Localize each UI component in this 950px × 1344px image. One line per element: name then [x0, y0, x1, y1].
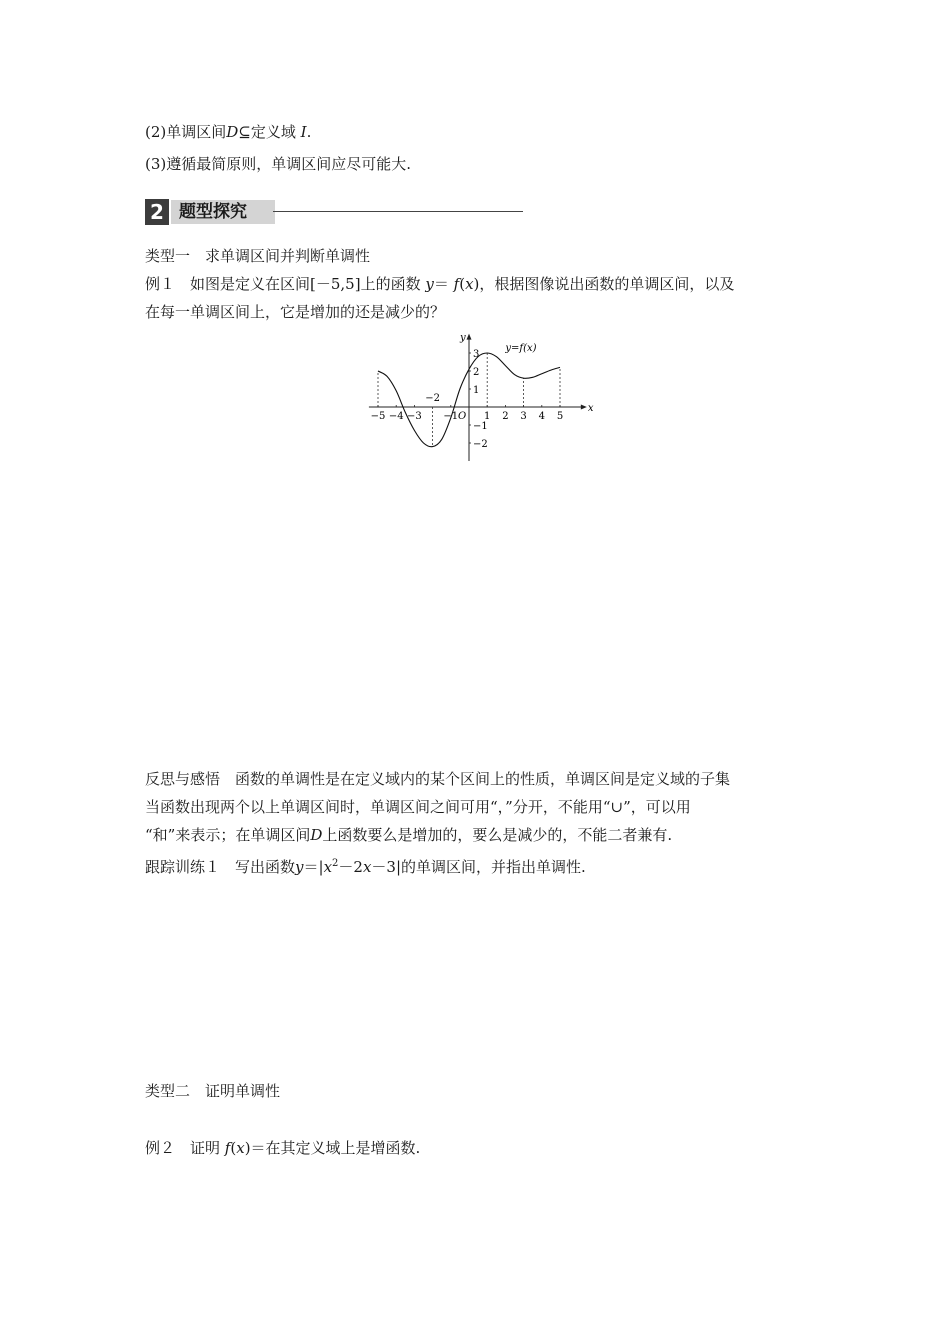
interval: [－5,5] [310, 275, 361, 293]
curve-label: y=f(x) [505, 343, 537, 355]
practice1: 跟踪训练１ 写出函数$y=|x^2-2x-3|$的单调区间，并指出单调性. [145, 858, 586, 876]
section-header [145, 199, 525, 225]
example1-line1: 例１ 如图是定义在区间[－5,5]上的函数 y＝ f(x)，根据图像说出函数的单调区间，以及 [145, 275, 735, 293]
function-graph [360, 332, 594, 461]
rule-2: (2)单调区间D⊆定义域 I. [145, 123, 312, 141]
x-tick-label: 5 [556, 411, 564, 422]
rule-3: (3)遵循最简原则，单调区间应尽可能大. [145, 155, 412, 173]
y-tick-label: −2 [473, 439, 488, 450]
graph-svg [360, 332, 594, 457]
x-tick-label: −5 [370, 411, 386, 422]
y-tick-label: −1 [473, 421, 488, 432]
x-tick-label: 1 [484, 411, 491, 422]
x-tick-label: −1 [443, 411, 459, 422]
reflection-line3: “和”来表示；在单调区间D上函数要么是增加的，要么是减少的，不能二者兼有. [145, 826, 673, 844]
var-d: D [226, 123, 239, 141]
y-tick-label: 1 [473, 385, 480, 396]
y-axis-arrow [467, 334, 472, 340]
x-axis-label: x [587, 403, 594, 414]
type2-heading: 类型二 证明单调性 [145, 1082, 281, 1100]
type1-heading: 类型一 求单调区间并判断单调性 [145, 247, 371, 265]
x-tick-label: −4 [388, 411, 404, 422]
origin-label: O [458, 411, 467, 422]
x-tick-label: 3 [520, 411, 527, 422]
x-tick-label: 2 [502, 411, 509, 422]
annotation-minus-2: −2 [425, 393, 440, 404]
var-i: I [300, 123, 307, 141]
y-tick-label: 2 [473, 367, 480, 378]
section-divider [273, 211, 523, 212]
x-axis-arrow [581, 405, 587, 410]
x-tick-label: 4 [538, 411, 545, 422]
y-axis-label: y [460, 332, 466, 344]
example2: 例２ 证明 f(x)＝在其定义域上是增函数. [145, 1139, 421, 1157]
section-title: 题型探究 [171, 200, 275, 224]
section-number: 2 [145, 199, 169, 225]
x-tick-label: −3 [407, 411, 422, 422]
example1-line2: 在每一单调区间上，它是增加的还是减少的？ [145, 303, 446, 321]
y-tick-label: 3 [473, 349, 480, 360]
reflection-line2: 当函数出现两个以上单调区间时，单调区间之间可用“，”分开，不能用“∪”，可以用 [145, 798, 691, 816]
reflection-line1: 反思与感悟 函数的单调性是在定义域内的某个区间上的性质，单调区间是定义域的子集 [145, 770, 731, 788]
